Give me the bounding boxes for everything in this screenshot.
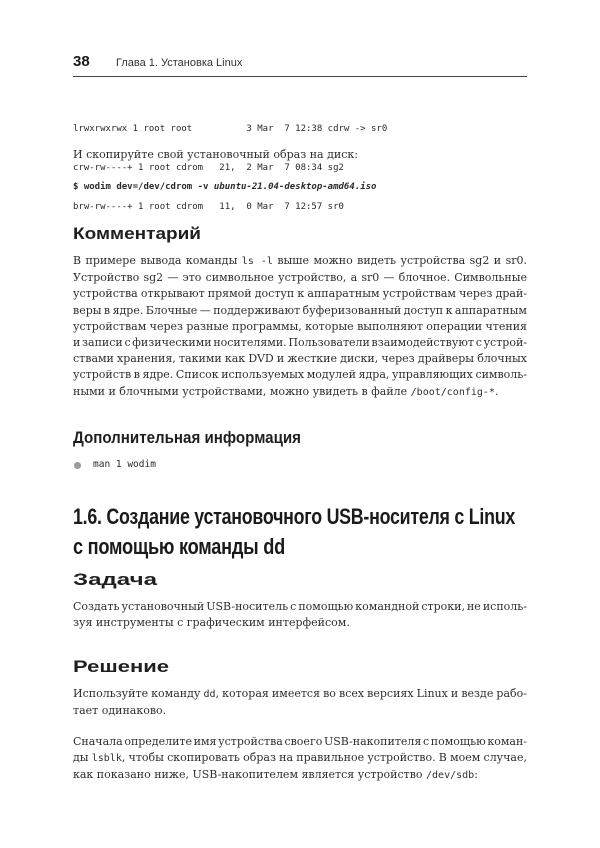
text-run: зуя инструменты с графическим интерфейсом.	[73, 616, 350, 630]
text-run: Устройство sg2 — это символьное устройство, а sr0 — блочное. Символьные	[73, 271, 527, 285]
text-run: ствами хранения, такими как DVD и жесткие диски, через драйверы блочных	[73, 352, 527, 366]
text-run: , чтобы скопировать образ на правильное устройство. В моем случае,	[121, 751, 527, 765]
chapter-title: Глава 1. Установка Linux	[116, 57, 243, 69]
running-header	[73, 54, 527, 78]
text-run: ными и блочными устройствами, можно увидеть в файле	[73, 384, 411, 398]
text-line	[73, 734, 527, 750]
text-run: Сначала определите имя устройства своего USB-накопителя с помощью коман-	[73, 735, 527, 748]
text-line	[73, 319, 527, 335]
text-line	[73, 253, 527, 270]
recipe-title-line-1: 1.6. Создание установочного USB-носителя с Linux	[73, 504, 515, 529]
code-line: brw-rw----+ 1 root cdrom 11, 0 Mar 7 12:57 sr0	[73, 202, 344, 212]
text-run: устройствам через разные программы, которые выполняют операции чтения	[73, 319, 527, 333]
inline-code: lsblk	[91, 753, 122, 765]
text-run: как показано ниже, USB-накопителем является устройство	[73, 768, 427, 782]
text-run: Создать установочный USB-носитель с помощью командной строки, не исполь-	[73, 600, 527, 613]
inline-code: /dev/sdb	[426, 770, 475, 782]
text-run: .	[494, 384, 499, 398]
text-line	[73, 303, 527, 319]
comment-heading: Комментарий	[73, 224, 201, 243]
task-heading: Задача	[73, 570, 157, 589]
text-run: В примере вывода команды	[73, 254, 242, 267]
solution-paragraph-2	[73, 734, 527, 785]
text-run: тает одинаково.	[73, 704, 167, 718]
text-run: веры в ядре. Блочные — поддерживают буферизованный доступ к аппаратным	[73, 303, 527, 317]
copy-command	[73, 181, 376, 194]
text-line	[73, 367, 527, 383]
inline-code: dd	[203, 689, 216, 700]
text-line	[73, 599, 527, 615]
text-run: , которая имеется во всех версиях Linux и везде рабо-	[215, 687, 527, 700]
text-run: :	[474, 768, 478, 782]
bullet-dot-icon	[74, 462, 81, 469]
text-line	[73, 686, 527, 703]
header-rule	[73, 76, 527, 77]
text-line	[73, 286, 527, 302]
text-run: ды	[73, 751, 92, 765]
inline-code: /boot/config-*	[410, 386, 495, 398]
text-line	[73, 351, 527, 367]
man-page-reference: man 1 wodim	[93, 459, 156, 470]
comment-paragraph	[73, 253, 527, 401]
text-line	[73, 615, 527, 631]
command-iso-file: ubuntu-21.04-desktop-amd64.iso	[213, 182, 377, 192]
more-info-heading: Дополнительная информация	[73, 428, 301, 447]
solution-heading: Решение	[73, 657, 169, 676]
text-line	[73, 270, 527, 286]
text-line	[73, 335, 527, 351]
recipe-title-line-2: с помощью команды dd	[73, 534, 285, 559]
text-run: устройства открывают прямой доступ к аппаратным устройствам через драй-	[73, 287, 527, 301]
code-line: lrwxrwxrwx 1 root root 3 Mar 7 12:38 cdrw -> sr0	[73, 124, 388, 134]
copy-intro-paragraph: И скопируйте свой установочный образ на диск:	[73, 148, 358, 161]
page-number: 38	[73, 53, 90, 70]
inline-code: ls -l	[241, 256, 273, 267]
text-run: устройств в ядре. Список используемых модулей ядра, управляющих символь-	[73, 368, 527, 382]
text-run: Используйте команду	[73, 687, 204, 700]
solution-paragraph-1	[73, 686, 527, 719]
text-line	[73, 750, 527, 767]
text-run: и записи с физическими носителями. Пользователи взаимодействуют с устрой-	[73, 336, 527, 350]
command-prefix: $ wodim dev=/dev/cdrom -v	[73, 182, 214, 192]
code-listing	[73, 97, 387, 240]
code-line: crw-rw----+ 1 root cdrom 21, 2 Mar 7 08:34 sg2	[73, 163, 344, 173]
task-paragraph	[73, 599, 527, 631]
text-line	[73, 767, 527, 784]
text-line	[73, 703, 527, 719]
text-run: выше можно видеть устройства sg2 и sr0.	[272, 254, 527, 267]
text-line	[73, 384, 527, 401]
